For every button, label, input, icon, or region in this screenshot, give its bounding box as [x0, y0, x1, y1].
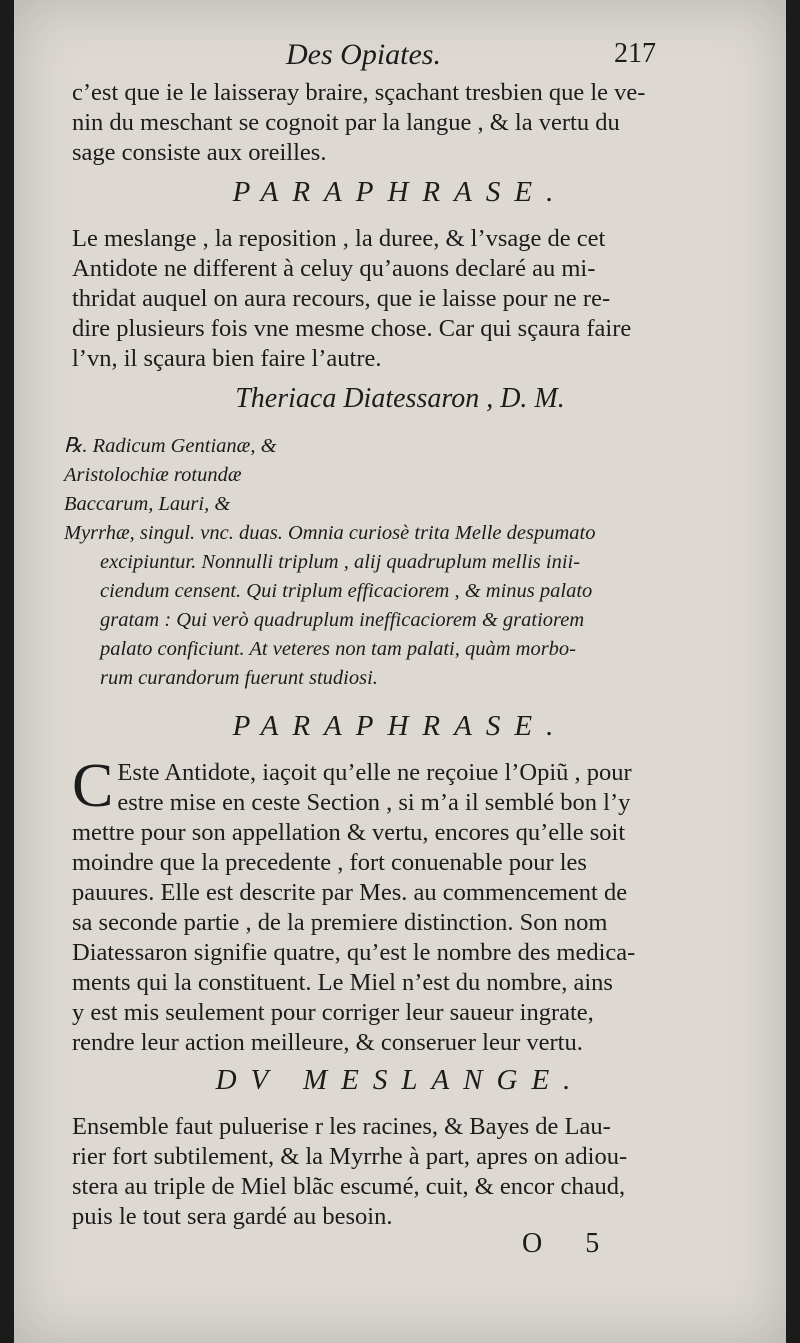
book-page — [14, 0, 786, 1343]
recipe-continuation-line: gratam : Qui verò quadruplum inefficaciorem & gratiorem — [100, 609, 585, 631]
recipe-continuation-line: excipiuntur. Nonnulli triplum , alij quadruplum mellis inii- — [100, 551, 581, 573]
recipe-block — [64, 432, 704, 693]
text-line: c’est que ie le laisseray braire, sçachant tresbien que le ve- — [72, 79, 646, 106]
recipe-title: Theriaca Diatessaron , D. M. — [235, 383, 565, 414]
text-line: Diatessaron signifie quatre, qu’est le nombre des medica- — [72, 939, 636, 966]
text-line: estre mise en ceste Section , si m’a il semblé bon l’y — [117, 789, 631, 816]
recipe-ingredient: ℞. Radicum Gentianæ, & — [64, 435, 277, 457]
drop-cap: C — [72, 752, 114, 820]
text-line: y est mis seulement pour corriger leur saueur ingrate, — [72, 999, 594, 1026]
text-line: pauures. Elle est descrite par Mes. au commencement de — [72, 879, 628, 906]
recipe-continuation-line: palato conficiunt. At veteres non tam palati, quàm morbo- — [100, 638, 577, 660]
section-heading-paraphrase-1: PARAPHRASE. — [232, 176, 568, 208]
text-line: thridat auquel on aura recours, que ie laisse pour ne re- — [72, 285, 611, 312]
text-line: mettre pour son appellation & vertu, encores qu’elle soit — [72, 819, 626, 846]
paraphrase-2-text — [72, 752, 672, 1058]
text-line: nin du meschant se cognoit par la langue , & la vertu du — [72, 109, 620, 136]
text-line: Ensemble faut puluerise r les racines, & Bayes de Lau- — [72, 1113, 611, 1140]
running-title: Des Opiates. — [286, 38, 441, 71]
paraphrase-1-text — [72, 224, 672, 374]
text-line: puis le tout sera gardé au besoin. — [72, 1203, 393, 1230]
recipe-ingredient: Aristolochiæ rotundæ — [64, 464, 242, 486]
text-line: rier fort subtilement, & la Myrrhe à part, apres on adiou- — [72, 1143, 628, 1170]
text-line: sage consiste aux oreilles. — [72, 139, 327, 166]
meslange-text — [72, 1112, 672, 1232]
text-line: l’vn, il sçaura bien faire l’autre. — [72, 345, 382, 372]
recipe-ingredient: Baccarum, Lauri, & — [64, 493, 231, 515]
text-line: Antidote ne different à celuy qu’auons declaré au mi- — [72, 255, 596, 282]
text-line: moindre que la precedente , fort conuenable pour les — [72, 849, 587, 876]
text-line: Le meslange , la reposition , la duree, & l’vsage de cet — [72, 225, 606, 252]
text-line: stera au triple de Miel blãc escumé, cuit, & encor chaud, — [72, 1173, 626, 1200]
text-line: sa seconde partie , de la premiere distinction. Son nom — [72, 909, 608, 936]
text-line: Este Antidote, iaçoit qu’elle ne reçoiue l’Opiũ , pour — [117, 759, 632, 786]
section-heading-meslange: DV MESLANGE. — [215, 1064, 585, 1096]
page-number: 217 — [614, 38, 656, 69]
recipe-continuation-line: ciendum censent. Qui triplum efficaciorem , & minus palato — [100, 580, 593, 602]
text-line: rendre leur action meilleure, & conseruer leur vertu. — [72, 1029, 583, 1056]
text-line: dire plusieurs fois vne mesme chose. Car qui sçaura faire — [72, 315, 632, 342]
page-header — [14, 38, 786, 78]
recipe-ingredient: Myrrhæ, singul. vnc. duas. Omnia curiosè trita Melle despumato — [64, 522, 596, 544]
intro-text — [72, 78, 672, 168]
recipe-continuation-line: rum curandorum fuerunt studiosi. — [100, 667, 378, 689]
section-heading-paraphrase-2: PARAPHRASE. — [232, 710, 568, 742]
signature-mark: O 5 — [522, 1228, 618, 1259]
text-line: ments qui la constituent. Le Miel n’est du nombre, ains — [72, 969, 613, 996]
